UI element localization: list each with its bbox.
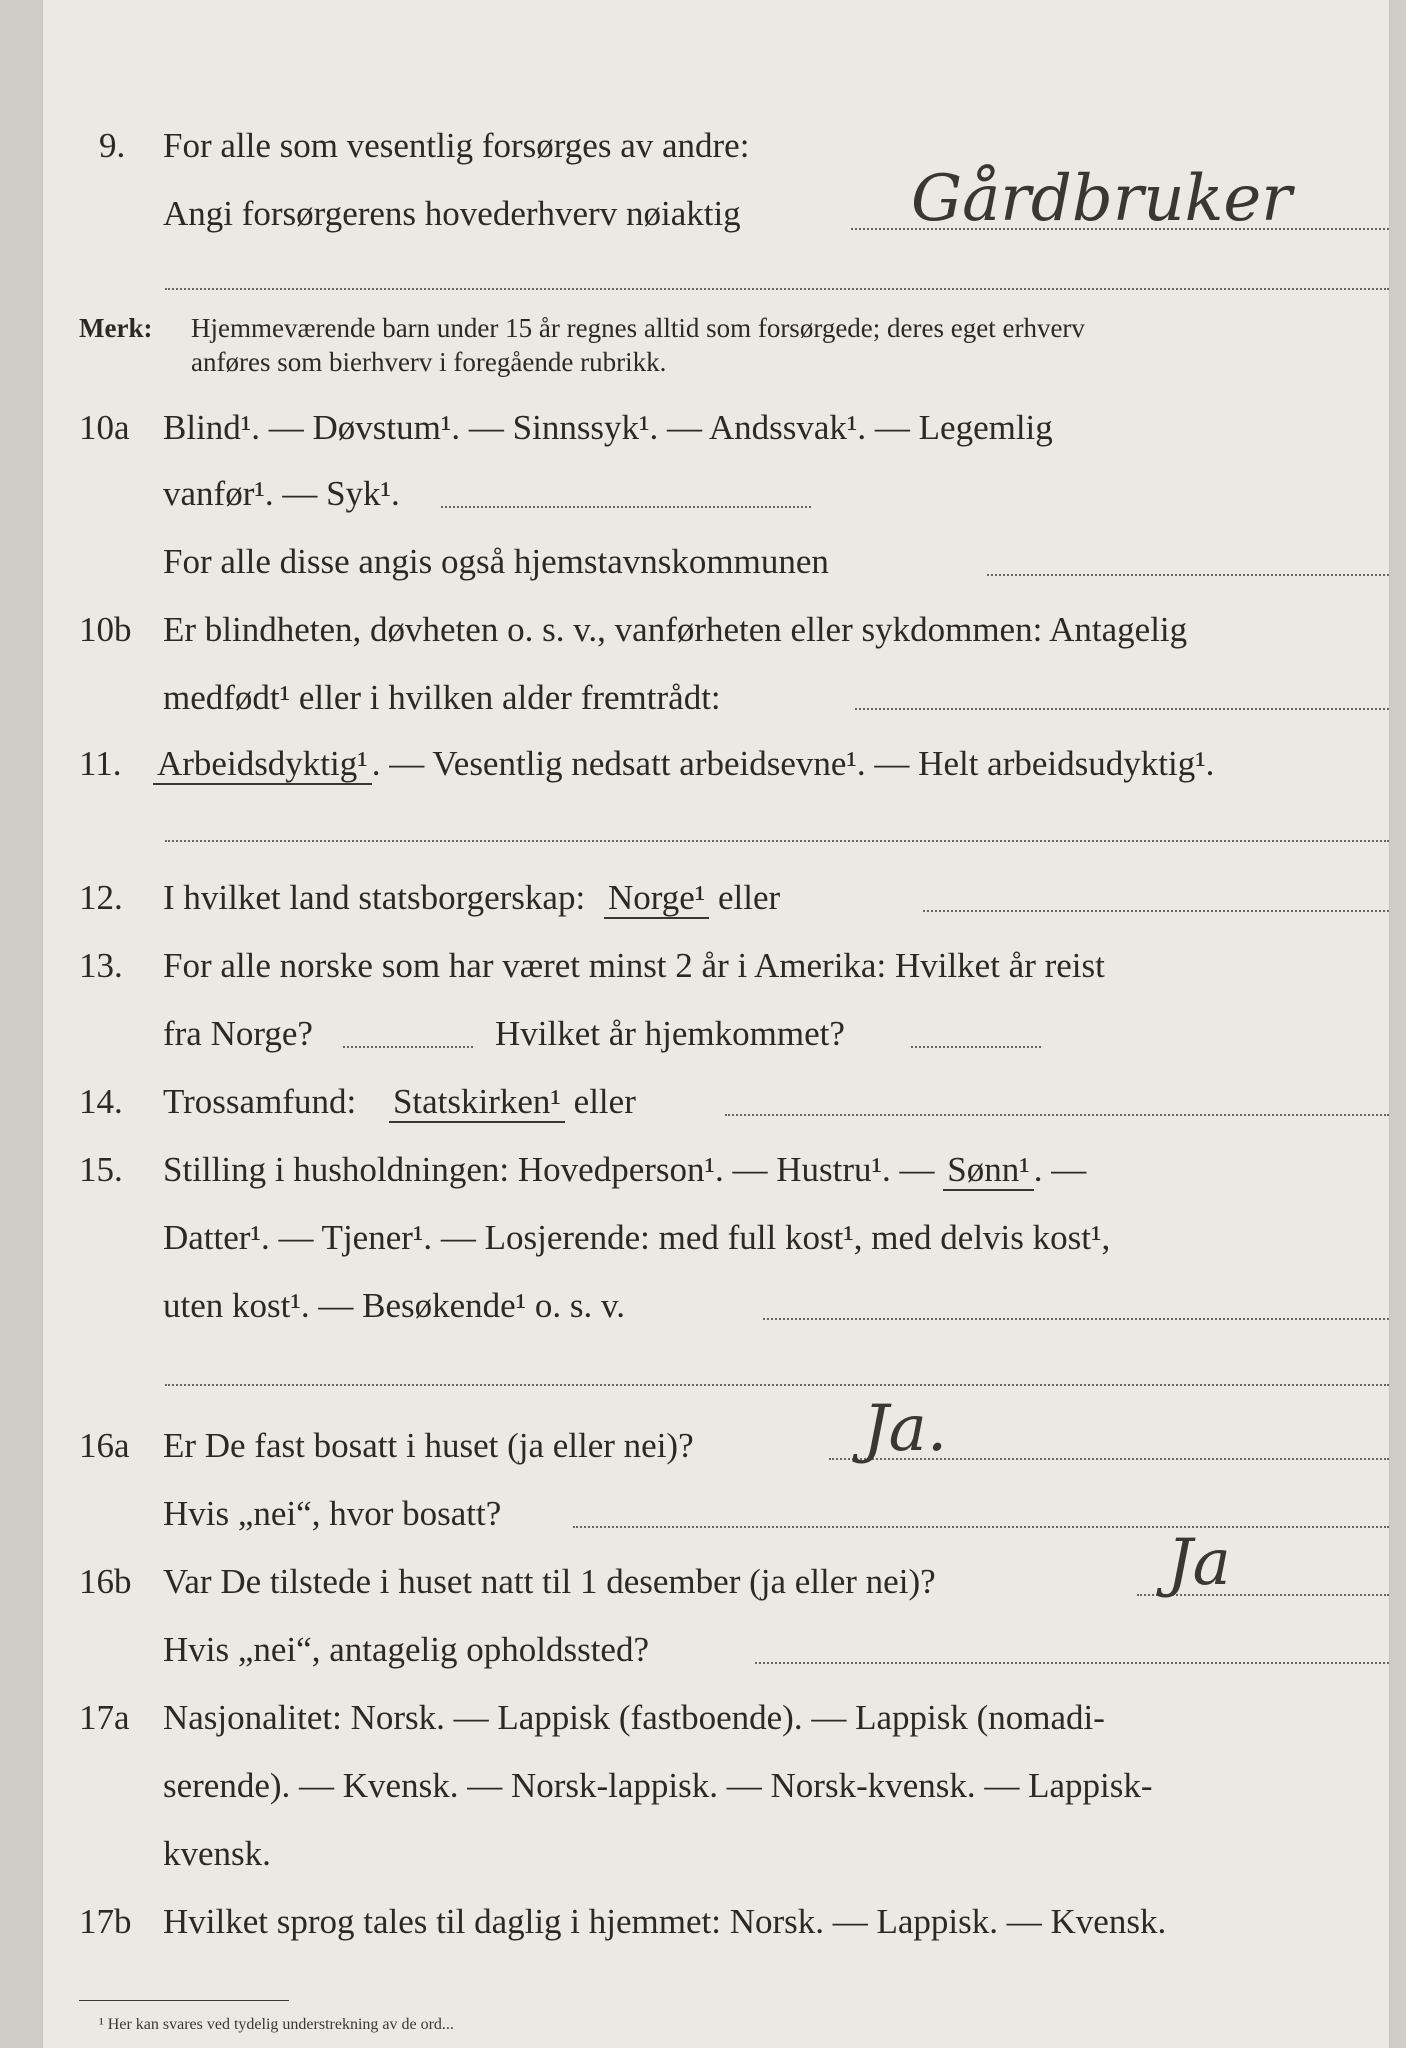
q12-number: 12. xyxy=(79,878,123,917)
q14-prefix: Trossamfund: xyxy=(163,1082,357,1121)
q13-hjem-line xyxy=(911,1046,1041,1048)
q16b-line1: Var De tilstede i huset natt til 1 desember (ja eller nei)? xyxy=(163,1562,936,1601)
q10b-answer-line xyxy=(855,708,1389,710)
q12-suffix: eller xyxy=(718,878,781,917)
separator-1 xyxy=(165,288,1389,290)
q15-line3: uten kost¹. — Besøkende¹ o. s. v. xyxy=(163,1286,626,1325)
q14-answer-line xyxy=(725,1114,1389,1116)
q17a-line1: Nasjonalitet: Norsk. — Lappisk (fastboende). — Lappisk (nomadi- xyxy=(163,1698,1105,1737)
q17b-line1: Hvilket sprog tales til daglig i hjemmet: Norsk. — Lappisk. — Kvensk. xyxy=(163,1902,1167,1941)
separator-3 xyxy=(165,1384,1389,1386)
q17a-number: 17a xyxy=(79,1698,130,1737)
q11-selected: Arbeidsdyktig¹ xyxy=(153,744,372,785)
q10a-line3: For alle disse angis også hjemstavnskommunen xyxy=(163,542,829,581)
separator-2 xyxy=(165,840,1389,842)
q10a-line2: vanfør¹. — Syk¹. xyxy=(163,474,400,513)
merk-line1: Hjemmeværende barn under 15 år regnes alltid som forsørgede; deres eget erhverv xyxy=(191,313,1085,343)
q10a-kommune-line xyxy=(987,574,1389,576)
q15-line1 xyxy=(163,1148,1086,1192)
q14-selected: Statskirken¹ xyxy=(389,1082,565,1123)
q9-line2: Angi forsørgerens hovederhverv nøiaktig xyxy=(163,194,741,233)
q15-line1a: Stilling i husholdningen: Hovedperson¹. — Hustru¹. — xyxy=(163,1150,935,1189)
q9-line1: For alle som vesentlig forsørges av andre: xyxy=(163,126,750,165)
q12-line xyxy=(163,876,780,920)
census-form-page xyxy=(42,0,1390,2048)
q17a-line3: kvensk. xyxy=(163,1834,271,1873)
q12-answer-line xyxy=(923,910,1389,912)
q12-prefix: I hvilket land statsborgerskap: xyxy=(163,878,586,917)
merk-line2: anføres som bierhverv i foregående rubrikk. xyxy=(191,347,667,377)
q9-number: 9. xyxy=(99,126,126,165)
q13-line2b: Hvilket år hjemkommet? xyxy=(495,1014,845,1053)
merk-label: Merk: xyxy=(79,313,153,343)
q9-handwritten-answer: Gårdbruker xyxy=(911,162,1292,236)
footnote-text: ¹ Her kan svares ved tydelig understrekning av de ord... xyxy=(99,2016,454,2033)
q13-reist-line xyxy=(343,1046,473,1048)
q10a-answer-line xyxy=(441,506,811,508)
q13-number: 13. xyxy=(79,946,123,985)
q16a-bosatt-line xyxy=(573,1526,1389,1528)
q15-answer-line xyxy=(763,1318,1389,1320)
q15-number: 15. xyxy=(79,1150,123,1189)
q14-number: 14. xyxy=(79,1082,123,1121)
q16a-handwritten-answer: Ja. xyxy=(863,1392,948,1466)
q17a-line2: serende). — Kvensk. — Norsk-lappisk. — Norsk-kvensk. — Lappisk- xyxy=(163,1766,1153,1805)
q10a-number: 10a xyxy=(79,408,130,447)
q10b-line1: Er blindheten, døvheten o. s. v., vanførheten eller sykdommen: Antagelig xyxy=(163,610,1188,649)
q11-rest: . — Vesentlig nedsatt arbeidsevne¹. — Helt arbeidsudyktig¹. xyxy=(371,744,1215,783)
footnote-rule xyxy=(79,2000,289,2001)
q16b-opholdssted-line xyxy=(755,1662,1389,1664)
q16a-line1: Er De fast bosatt i huset (ja eller nei)? xyxy=(163,1426,694,1465)
q16b-line2: Hvis „nei“, antagelig opholdssted? xyxy=(163,1630,649,1669)
q15-line1b: . — xyxy=(1033,1150,1087,1189)
q10b-number: 10b xyxy=(79,610,132,649)
q15-line2: Datter¹. — Tjener¹. — Losjerende: med full kost¹, med delvis kost¹, xyxy=(163,1218,1111,1257)
q10b-line2: medfødt¹ eller i hvilken alder fremtrådt: xyxy=(163,678,721,717)
q15-selected: Sønn¹ xyxy=(943,1150,1033,1191)
q16a-number: 16a xyxy=(79,1426,130,1465)
q16b-handwritten-answer: Ja xyxy=(1167,1526,1231,1600)
q11-line xyxy=(153,742,1214,786)
q12-selected: Norge¹ xyxy=(604,878,709,919)
q16a-line2: Hvis „nei“, hvor bosatt? xyxy=(163,1494,502,1533)
q16b-number: 16b xyxy=(79,1562,132,1601)
q14-line xyxy=(163,1080,636,1124)
q13-line1: For alle norske som har været minst 2 år i Amerika: Hvilket år reist xyxy=(163,946,1105,985)
q10a-line1: Blind¹. — Døvstum¹. — Sinnssyk¹. — Andssvak¹. — Legemlig xyxy=(163,408,1053,447)
q11-number: 11. xyxy=(79,744,122,783)
q14-suffix: eller xyxy=(573,1082,636,1121)
q13-line2a: fra Norge? xyxy=(163,1014,313,1053)
q17b-number: 17b xyxy=(79,1902,132,1941)
